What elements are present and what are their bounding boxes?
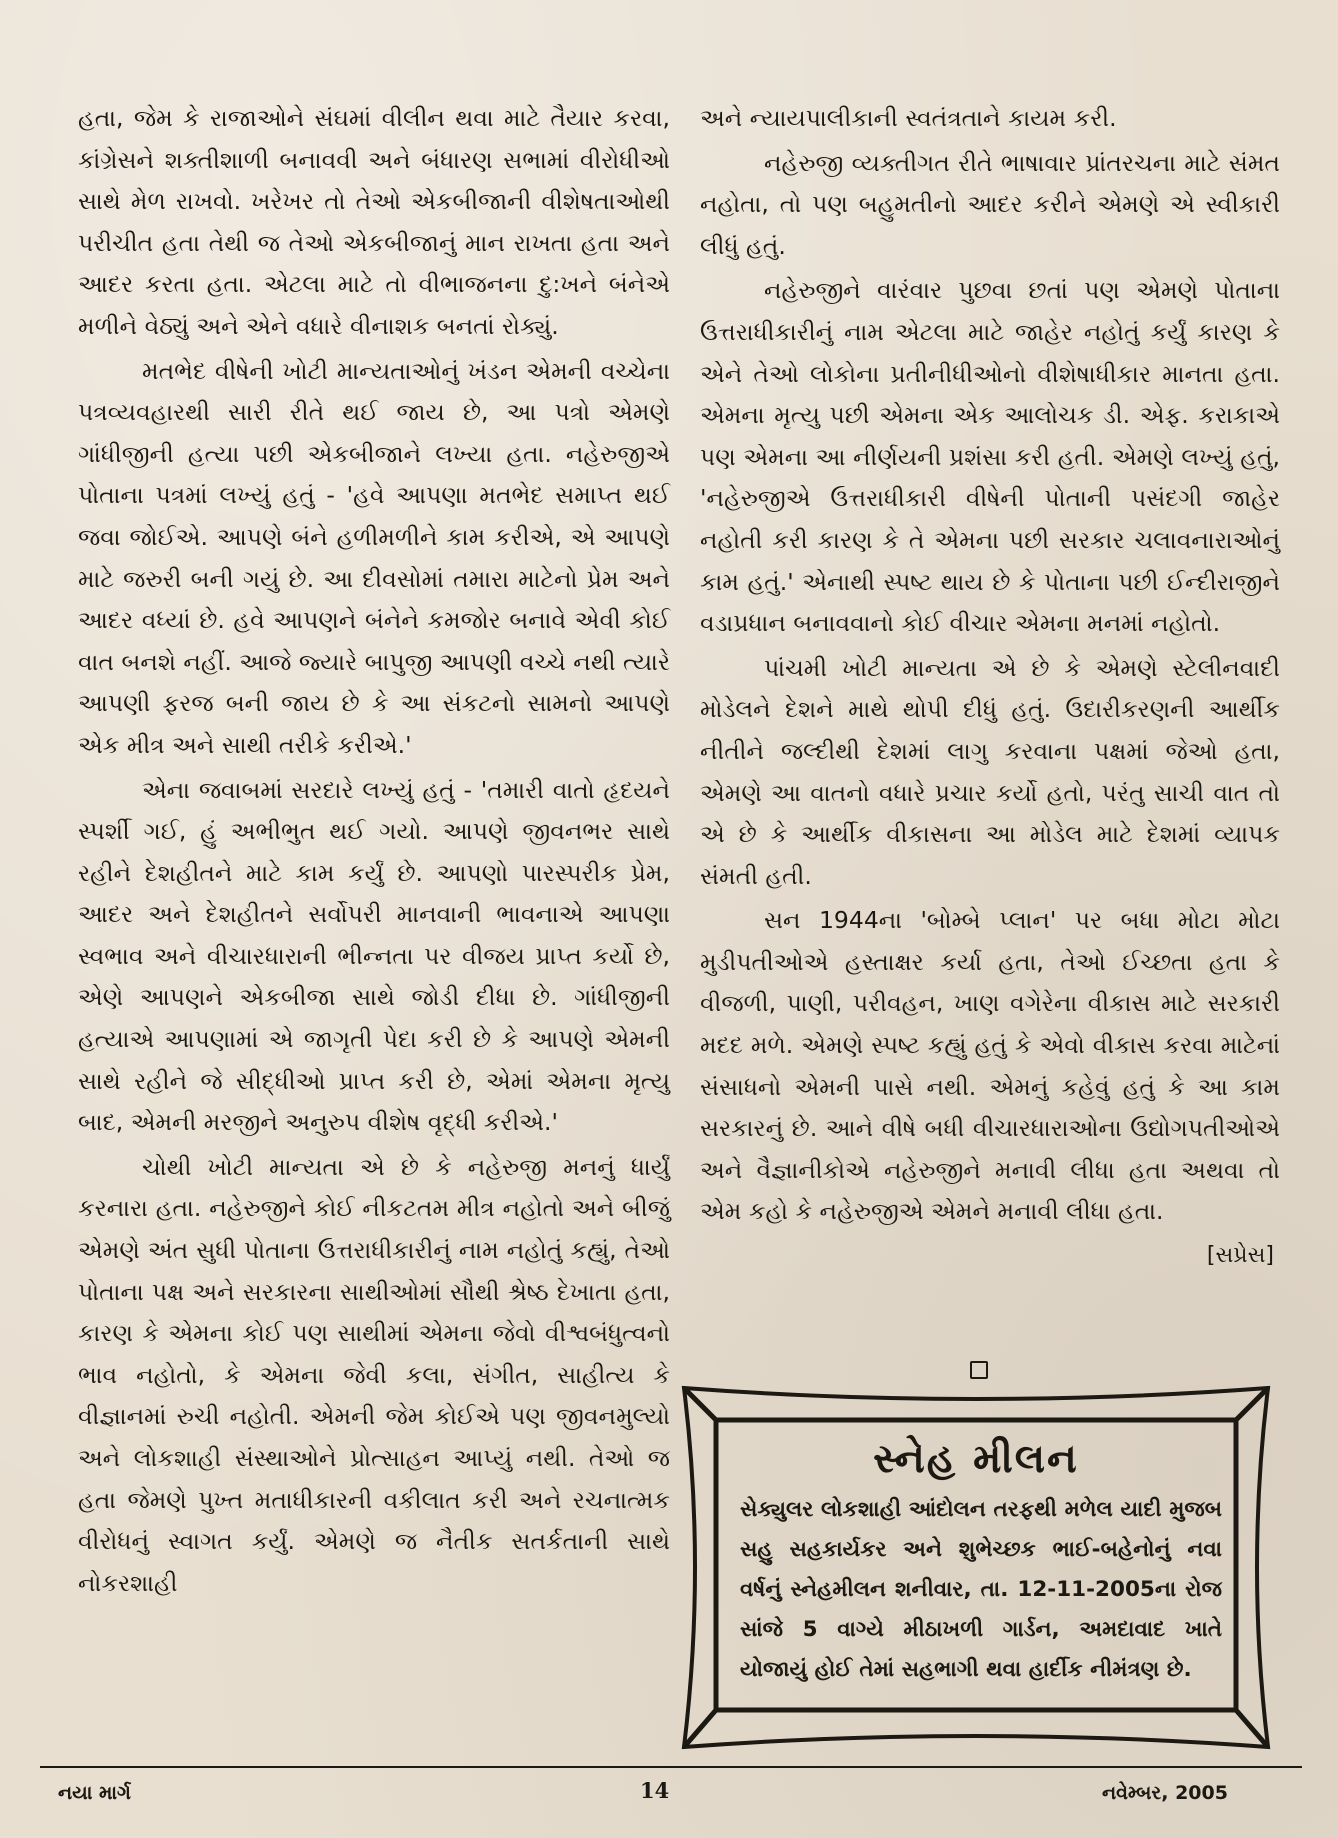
page-number: 14 — [640, 1778, 670, 1803]
footer-divider — [40, 1766, 1302, 1768]
paragraph: નહેરુજી વ્યક્તીગત રીતે ભાષાવાર પ્રાંતરચના માટે સંમત નહોતા, તો પણ બહુમતીનો આદર કરીને એમણે એ સ્વીકારી લીધું હતું. — [700, 148, 1280, 260]
paragraph: ચોથી ખોટી માન્યતા એ છે કે નહેરુજી મનનું ધાર્યું કરનારા હતા. નહેરુજીને કોઈ નીકટતમ મીત્ર નહોતો અને બીજું એમણે અંત સુધી પોતાના ઉત્તરાધીકારીનું નામ નહોતું કહ્યું, તેઓ પોતાના પક્ષ અને સરકારના સાથીઓમાં સૌથી શ્રેષ્ઠ દેખાતા હતા, કારણ કે એમના કોઈ પણ સાથીમાં એમના જેવો વીશ્વબંધુત્વનો ભાવ નહોતો, કે એમના જેવી કલા, સંગીત, સાહીત્ય કે વીજ્ઞાનમાં રુચી નહોતી. એમની જેમ કોઈએ પણ જીવનમુલ્યો અને લોકશાહી સંસ્થાઓને પ્રોત્સાહન આપ્યું નથી. તેઓ જ હતા જેમણે પુખ્ત મતાધીકારની વકીલાત કરી અને રચનાત્મક વીરોધનું સ્વાગત કર્યું. એમણે જ નૈતીક સતર્કતાની સાથે નોકરશાહી — [78, 1152, 670, 1597]
paragraph: સન 1944ના 'બોમ્બે પ્લાન' પર બધા મોટા મોટા મુડીપતીઓએ હસ્તાક્ષર કર્યા હતા, તેઓ ઈચ્છતા હતા કે વીજળી, પાણી, પરીવહન, ખાણ વગેરેના વીકાસ માટે સરકારી મદદ મળે. એમણે સ્પષ્ટ કહ્યું હતું કે એવો વીકાસ કરવા માટેનાં સંસાધનો એમની પાસે નથી. એમનું કહેવું હતું કે આ કામ સરકારનું છે. આને વીષે બધી વીચારધારાઓના ઉદ્યોગપતીઓએ અને વૈજ્ઞાનીકોએ નહેરુજીને મનાવી લીધા હતા અથવા તો એમ કહો કે નહેરુજીએ એમને મનાવી લીધા હતા. — [700, 906, 1280, 1226]
issue-date: નવેમ્બર, 2005 — [1102, 1782, 1228, 1804]
left-column — [78, 98, 670, 1604]
notice-body: સેક્યુલર લોકશાહી આંદોલન તરફથી મળેલ યાદી મુજબ સહુ સહકાર્યકર અને શુભેચ્છક ભાઈ-બહેનોનું નવા વર્ષનું સ્નેહમીલન શનીવાર, તા. 12-11-2005ના રોજ સાંજે 5 વાગ્યે મીઠાખળી ગાર્ડન, અમદાવાદ ખાતે યોજાયું હોઈ તેમાં સહભાગી થવા હાર્દીક નીમંત્રણ છે. — [740, 1497, 1222, 1682]
right-column — [700, 98, 1280, 1277]
publication-name: નયા માર્ગ — [58, 1782, 131, 1804]
notice-title: સ્નેહ મીલન — [873, 1436, 1079, 1482]
paragraph: નહેરુજીને વારંવાર પુછવા છતાં પણ એમણે પોતાના ઉત્તરાધીકારીનું નામ એટલા માટે જાહેર નહોતું કર્યું કારણ કે એને તેઓ લોકોના પ્રતીનીધીઓનો વીશેષાધીકાર માનતા હતા. એમના મૃત્યુ પછી એમના એક આલોચક ડી. એફ. કરાકાએ પણ એમના આ નીર્ણયની પ્રશંસા કરી હતી. એમણે લખ્યું હતું, 'નહેરુજીએ ઉત્તરાધીકારી વીષેની પોતાની પસંદગી જાહેર નહોતી કરી કારણ કે તે એમના પછી સરકાર ચલાવનારાઓનું કામ હતું.' એનાથી સ્પષ્ટ થાય છે કે પોતાના પછી ઈન્દીરાજીને વડાપ્રધાન બનાવવાનો કોઈ વીચાર એમના મનમાં નહોતો. — [700, 276, 1280, 638]
paragraph: પાંચમી ખોટી માન્યતા એ છે કે એમણે સ્ટેલીનવાદી મોડેલને દેશને માથે થોપી દીધું હતું. ઉદારીકરણની આર્થીક નીતીને જલ્દીથી દેશમાં લાગુ કરવાના પક્ષમાં જેઓ હતા, એમણે આ વાતનો વધારે પ્રચાર કર્યો હતો, પરંતુ સાચી વાત તો એ છે કે આર્થીક વીકાસના આ મોડેલ માટે દેશમાં વ્યાપક સંમતી હતી. — [700, 653, 1280, 890]
paragraph: એના જવાબમાં સરદારે લખ્યું હતું - 'તમારી વાતો હૃદયને સ્પર્શી ગઈ, હું અભીભુત થઈ ગયો. આપણે જીવનભર સાથે રહીને દેશહીતને માટે કામ કર્યું છે. આપણો પારસ્પરીક પ્રેમ, આદર અને દેશહીતને સર્વોપરી માનવાની ભાવનાએ આપણા સ્વભાવ અને વીચારધારાની ભીન્નતા પર વીજય પ્રાપ્ત કર્યો છે, એણે આપણને એકબીજા સાથે જોડી દીધા છે. ગાંધીજીની હત્યાએ આપણામાં એ જાગૃતી પેદા કરી છે કે આપણે એમની સાથે રહીને જે સીદ્ધીઓ પ્રાપ્ત કરી છે, એમાં એમના મૃત્યુ બાદ, એમની મરજીને અનુરુપ વીશેષ વૃદ્ધી કરીએ.' — [78, 775, 670, 1137]
paragraph: હતા, જેમ કે રાજાઓને સંઘમાં વીલીન થવા માટે તૈયાર કરવા, કાંગ્રેસને શક્તીશાળી બનાવવી અને બંધારણ સભામાં વીરોધીઓ સાથે મેળ રાખવો. ખરેખર તો તેઓ એકબીજાની વીશેષતાઓથી પરીચીત હતા તેથી જ તેઓ એકબીજાનું માન રાખતા હતા અને આદર કરતા હતા. એટલા માટે તો વીભાજનના દુ:ખને બંનેએ મળીને વેઠ્યું અને એને વધારે વીનાશક બનતાં રોક્યું. — [78, 104, 670, 340]
article-end-square-icon — [970, 1361, 988, 1379]
paragraph: મતભેદ વીષેની ખોટી માન્યતાઓનું ખંડન એમની વચ્ચેના પત્રવ્યવહારથી સારી રીતે થઈ જાય છે, આ પત્રો એમણે ગાંધીજીની હત્યા પછી એકબીજાને લખ્યા હતા. નહેરુજીએ પોતાના પત્રમાં લખ્યું હતું - 'હવે આપણા મતભેદ સમાપ્ત થઈ જવા જોઈએ. આપણે બંને હળીમળીને કામ કરીએ, એ આપણે માટે જરુરી બની ગયું છે. આ દીવસોમાં તમારા માટેનો પ્રેમ અને આદર વધ્યાં છે. હવે આપણને બંનેને કમજોર બનાવે એવી કોઈ વાત બનશે નહીં. આજે જ્યારે બાપુજી આપણી વચ્ચે નથી ત્યારે આપણી ફરજ બની જાય છે કે આ સંકટનો સામનો આપણે એક મીત્ર અને સાથી તરીકે કરીએ.' — [78, 356, 671, 759]
notice-box — [676, 1380, 1276, 1755]
source-credit: [સપ્રેસ] — [1206, 1243, 1274, 1269]
paragraph: અને ન્યાયપાલીકાની સ્વતંત્રતાને કાયમ કરી. — [700, 104, 1117, 132]
